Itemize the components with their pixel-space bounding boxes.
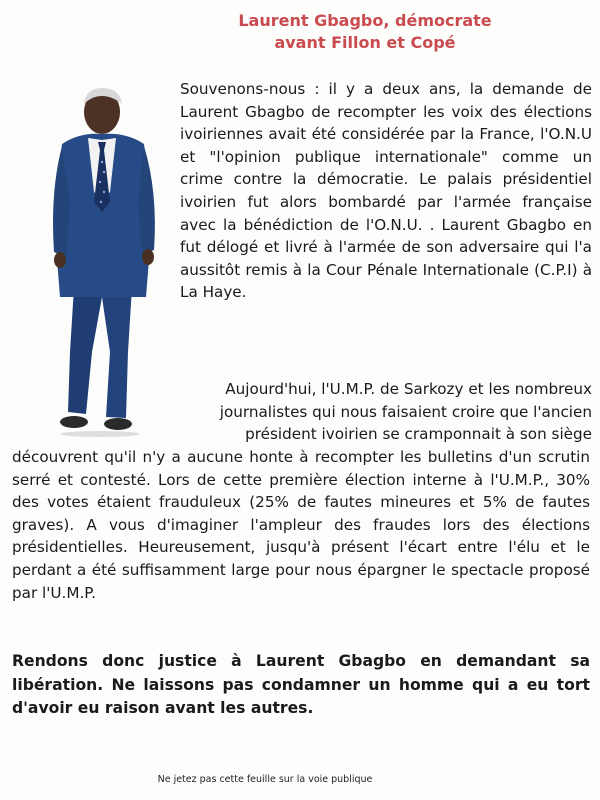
title-line-1: Laurent Gbagbo, démocrate [238, 11, 492, 30]
paragraph-1: Souvenons-nous : il y a deux ans, la demande de Laurent Gbagbo de recompter les voix des élections ivoiriennes avait été considérée par la France, l'O.N.U et "l'opinion publique internationale" comme un crime contre la démocratie. Le palais présidentiel ivoirien fut alors bombardé par l'armée française avec la bénédiction de l'O.N.U. . Laurent Gbagbo en fut délogé et livré à l'armée de son adversaire qui l'a aussitôt remis à la Cour Pénale Internationale (C.P.I) à La Haye. [180, 80, 592, 302]
paragraph-2-intro: Aujourd'hui, l'U.M.P. de Sarkozy et les nombreux journalistes qui nous faisaient croire que l'ancien président ivoirien se cramponnait à son siège [219, 380, 592, 444]
footer-note: Ne jetez pas cette feuille sur la voie publique [157, 774, 373, 785]
paragraph-2-body: découvrent qu'il n'y a aucune honte à recompter les bulletins d'un scrutin serré et contesté. Lors de cette première élection interne à l'U.M.P., 30% des votes étaient frauduleux (25% de fautes mineures et 5% de fautes graves). A vous d'imaginer l'ampleur des fraudes lors des élections présidentielles. Heureusement, jusqu'à présent l'écart entre l'élu et le perdant a été suffisamment large pour nous épargner le spectacle proposé par l'U.M.P. [12, 448, 590, 602]
title-line-2: avant Fillon et Copé [274, 33, 456, 52]
document-title [200, 10, 530, 54]
man-in-suit-photo [40, 82, 168, 444]
conclusion-paragraph: Rendons donc justice à Laurent Gbagbo en demandant sa libération. Ne laissons pas condamner un homme qui a eu tort d'avoir eu raison avant les autres. [12, 652, 590, 717]
